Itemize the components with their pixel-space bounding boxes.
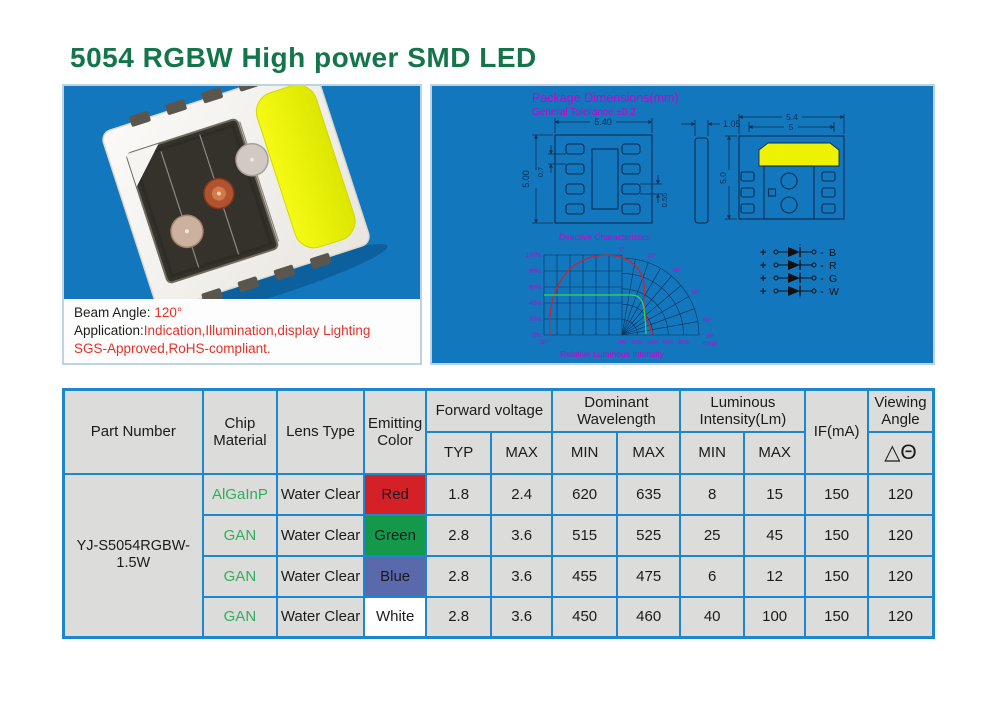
wl-max-cell: 460 — [617, 597, 681, 638]
x-angle-right: 90° — [705, 334, 715, 340]
angle-label: 20° — [647, 253, 657, 259]
lens-type-cell: Water Clear — [277, 515, 364, 556]
iv-max-cell: 45 — [744, 515, 805, 556]
wl-min-cell: 515 — [552, 515, 617, 556]
table-row — [64, 474, 934, 515]
chart-x-label: Relative Luminous Intensity — [560, 349, 664, 359]
vf-max-cell: 3.6 — [491, 515, 552, 556]
wl-min-cell: 455 — [552, 556, 617, 597]
viewing-angle-cell: 120 — [868, 556, 934, 597]
led-window-yellow — [759, 143, 839, 166]
chip-material-cell: GAN — [203, 597, 278, 638]
spec-table — [62, 388, 935, 639]
iv-min-cell: 8 — [680, 474, 744, 515]
dim-pad-pitch: 0.7 — [536, 166, 545, 178]
viewing-angle-cell: 120 — [868, 597, 934, 638]
tolerance-subtitle: General Tolerance ±0.2 — [532, 107, 636, 118]
chip-material-cell: GAN — [203, 515, 278, 556]
channel-label: R — [829, 260, 837, 272]
x-angle-left: 90° — [539, 340, 549, 346]
photo-caption — [64, 299, 420, 363]
chip-material-cell: AlGaInP — [203, 474, 278, 515]
circuit-row — [760, 273, 837, 285]
polarity-plus: + — [760, 260, 767, 272]
if-cell: 150 — [805, 597, 868, 638]
beam-angle-label: Beam Angle: — [74, 305, 151, 320]
header-forward-voltage: Forward voltage — [426, 390, 552, 432]
dim-side-thickness: 1.05 — [723, 119, 741, 129]
dim-pad-width: 0.55 — [660, 192, 669, 208]
compliance-line: SGS-Approved,RoHS-compliant. — [74, 341, 271, 356]
polarity-plus: + — [760, 286, 767, 298]
header-if-ma: IF(mA) — [805, 390, 868, 474]
emitting-color-cell: Green — [364, 515, 427, 556]
beam-angle-line — [74, 304, 420, 322]
y-tick-label: 20% — [528, 317, 541, 323]
polarity-plus: + — [760, 247, 767, 259]
top-view-drawing — [532, 118, 662, 223]
spec-table-wrapper — [62, 388, 935, 639]
circuit-row — [760, 247, 836, 259]
vf-max-cell: 2.4 — [491, 474, 552, 515]
if-cell: 150 — [805, 515, 868, 556]
header-luminous-intensity: Luminous Intensity(Lm) — [680, 390, 805, 432]
polarity-minus: - — [820, 273, 824, 285]
beam-angle-value: 120° — [154, 305, 183, 320]
wl-max-cell: 635 — [617, 474, 681, 515]
wl-max-cell: 525 — [617, 515, 681, 556]
package-dimensions-title: Package Dimensions(mm) — [532, 91, 679, 105]
angle-label: 60° — [691, 290, 701, 296]
chart-x-ticks — [540, 334, 717, 347]
circuit-diagram — [760, 244, 839, 298]
wl-max-cell: 475 — [617, 556, 681, 597]
header-emitting-color: Emitting Color — [364, 390, 427, 474]
header-max: MAX — [491, 432, 552, 474]
header-lens-type: Lens Type — [277, 390, 364, 474]
vf-typ-cell: 2.8 — [426, 515, 491, 556]
channel-label: W — [829, 286, 839, 298]
vf-typ-cell: 2.8 — [426, 597, 491, 638]
vf-typ-cell: 1.8 — [426, 474, 491, 515]
application-line — [74, 322, 420, 340]
angle-label: 80° — [702, 318, 712, 324]
header-chip-material: Chip Material — [203, 390, 278, 474]
dim-top-width: 5.40 — [594, 117, 612, 127]
x-tick-label: 60% — [662, 340, 674, 346]
side-view-drawing — [681, 120, 720, 223]
page-title: 5054 RGBW High power SMD LED — [70, 42, 537, 73]
vf-typ-cell: 2.8 — [426, 556, 491, 597]
header-part-number: Part Number — [64, 390, 203, 474]
vf-max-cell: 3.6 — [491, 556, 552, 597]
header-min: MIN — [680, 432, 744, 474]
lens-type-cell: Water Clear — [277, 597, 364, 638]
header-min: MIN — [552, 432, 617, 474]
circuit-row — [760, 260, 837, 272]
header-viewing-angle: Viewing Angle — [868, 390, 934, 432]
dimensions-drawing — [432, 86, 933, 363]
emitting-color-cell: White — [364, 597, 427, 638]
if-cell: 150 — [805, 474, 868, 515]
polarity-minus: - — [820, 260, 824, 272]
iv-max-cell: 100 — [744, 597, 805, 638]
dim-front-outer: 5.4 — [786, 112, 798, 122]
application-value: Indication,Illumination,display Lighting — [143, 323, 371, 338]
chart-title: Directive Characteristics — [559, 232, 651, 242]
dim-front-height: 5.0 — [718, 172, 728, 184]
angle-label: 40° — [672, 268, 682, 274]
x-tick-label: 20% — [631, 340, 643, 346]
x-tick-label: 80% — [678, 340, 690, 346]
chip-material-cell: GAN — [203, 556, 278, 597]
iv-min-cell: 40 — [680, 597, 744, 638]
channel-label: B — [829, 247, 837, 259]
application-label: Application: — [74, 323, 144, 338]
deg-label: (Deg) — [703, 341, 717, 347]
y-tick-label: 100% — [525, 253, 541, 259]
dimensions-panel — [430, 84, 935, 365]
polarity-minus: - — [820, 286, 824, 298]
photo-panel — [62, 84, 422, 365]
wl-min-cell: 620 — [552, 474, 617, 515]
polarity-plus: + — [760, 273, 767, 285]
y-tick-label: 80% — [528, 269, 541, 275]
dim-top-height: 5.00 — [521, 170, 531, 188]
directivity-chart — [526, 232, 717, 359]
emitting-color-cell: Red — [364, 474, 427, 515]
dim-front-inner: 5 — [788, 122, 794, 132]
x-tick-label: 40% — [647, 340, 659, 346]
y-tick-label: 60% — [528, 285, 541, 291]
y-tick-label: 0% — [532, 333, 541, 339]
if-cell: 150 — [805, 556, 868, 597]
iv-min-cell: 6 — [680, 556, 744, 597]
angle-label: 0° — [619, 247, 625, 253]
viewing-angle-cell: 120 — [868, 474, 934, 515]
wl-min-cell: 450 — [552, 597, 617, 638]
header-max: MAX — [617, 432, 681, 474]
header-typ: TYP — [426, 432, 491, 474]
x-tick-label: 0% — [618, 340, 626, 346]
viewing-angle-cell: 120 — [868, 515, 934, 556]
led-photo — [64, 86, 420, 299]
lens-type-cell: Water Clear — [277, 556, 364, 597]
iv-min-cell: 25 — [680, 515, 744, 556]
header-max: MAX — [744, 432, 805, 474]
polarity-minus: - — [820, 247, 824, 259]
front-view-drawing — [725, 114, 844, 219]
iv-max-cell: 15 — [744, 474, 805, 515]
emitting-color-cell: Blue — [364, 556, 427, 597]
circuit-row — [760, 286, 839, 298]
header-dominant-wavelength: Dominant Wavelength — [552, 390, 680, 432]
channel-label: G — [829, 273, 838, 285]
chart-y-ticks — [526, 253, 542, 339]
vf-max-cell: 3.6 — [491, 597, 552, 638]
half-intensity-line-green — [544, 295, 646, 334]
header-delta-theta: △Θ — [868, 432, 934, 474]
lens-type-cell: Water Clear — [277, 474, 364, 515]
iv-max-cell: 12 — [744, 556, 805, 597]
part-number-cell: YJ-S5054RGBW-1.5W — [64, 474, 203, 638]
y-tick-label: 40% — [528, 301, 541, 307]
